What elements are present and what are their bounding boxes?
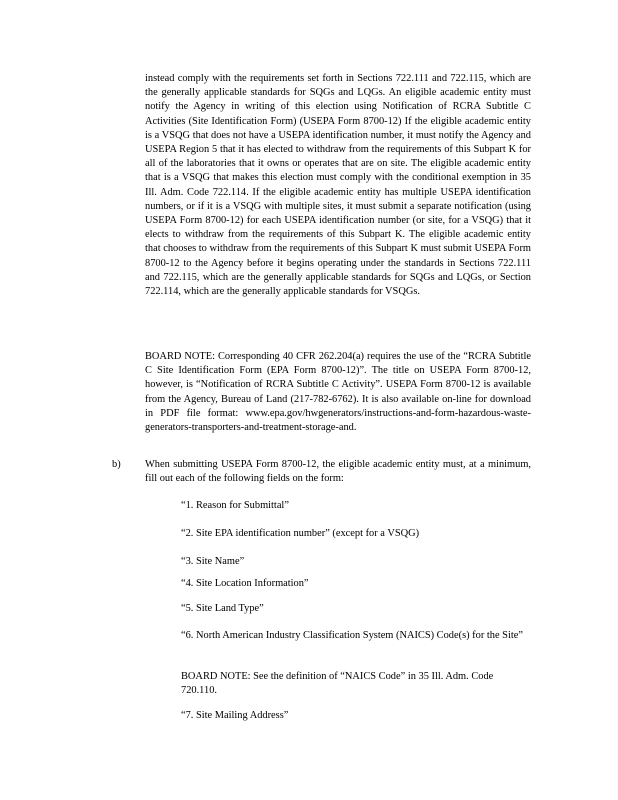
form-field-item: “7. Site Mailing Address” (181, 710, 289, 721)
board-note-naics: BOARD NOTE: See the definition of “NAICS Code” in 35 Ill. Adm. Code 720.110. (181, 671, 494, 697)
form-field-item: “3. Site Name” (181, 556, 245, 567)
form-field-item: “5. Site Land Type” (181, 603, 264, 614)
board-note-paragraph: BOARD NOTE: Corresponding 40 CFR 262.204(a) requires the use of the “RCRA Subtitle C Site Identification Form (EPA Form 8700-12)”. The title on USEPA Form 8700-12, however, is “Notification of RCRA Subtitle C Activity”. USEPA Form 8700-12 is available from the Agency, Bureau of Land (217-782-6762). It is also available on-line for download in PDF file format: www.epa.gov/hwgenerators/instructions-and-form-hazardous-waste-generators-transporters-and-treatment-storage-and. (145, 351, 531, 434)
form-field-item: “6. North American Industry Classification System (NAICS) Code(s) for the Site” (181, 630, 523, 641)
form-field-item: “2. Site EPA identification number” (except for a VSQG) (181, 528, 420, 539)
form-field-item: “4. Site Location Information” (181, 578, 309, 589)
form-field-item: “1. Reason for Submittal” (181, 500, 289, 511)
paragraph-continuation: instead comply with the requirements set forth in Sections 722.111 and 722.115, which are the generally applicable standards for SQGs and LQGs. An eligible academic entity must notify the Agency in writing of this election using Notification of RCRA Subtitle C Activities (Site Identification Form) (USEPA Form 8700-12) If the eligible academic entity is a VSQG that does not have a USEPA identification number, it must notify the Agency and USEPA Region 5 that it has elected to withdraw from the requirements of this Subpart K for all of the laboratories that it owns or operates that are on site. The eligible academic entity that is a VSQG that makes this election must comply with the conditional exemption in 35 Ill. Adm. Code 722.114. If the eligible academic entity has multiple USEPA identification numbers, or if it is a VSQG with multiple sites, it must submit a separate notification (using USEPA Form 8700-12) for each USEPA identification number (or site, for a VSQG) that it elects to withdraw from the requirements of this Subpart K. The eligible academic entity that chooses to withdraw from the requirements of this Subpart K must submit USEPA Form 8700-12 to the Agency before it begins operating under the standards in Sections 722.111 and 722.115, which are the generally applicable standards for SQGs and LQGs, or Section 722.114, which are the generally applicable standards for VSQGs. (145, 73, 531, 298)
subsection-b-text: When submitting USEPA Form 8700-12, the eligible academic entity must, at a minimum, fill out each of the following fields on the form: (145, 459, 531, 485)
subsection-label: b) (112, 459, 121, 470)
